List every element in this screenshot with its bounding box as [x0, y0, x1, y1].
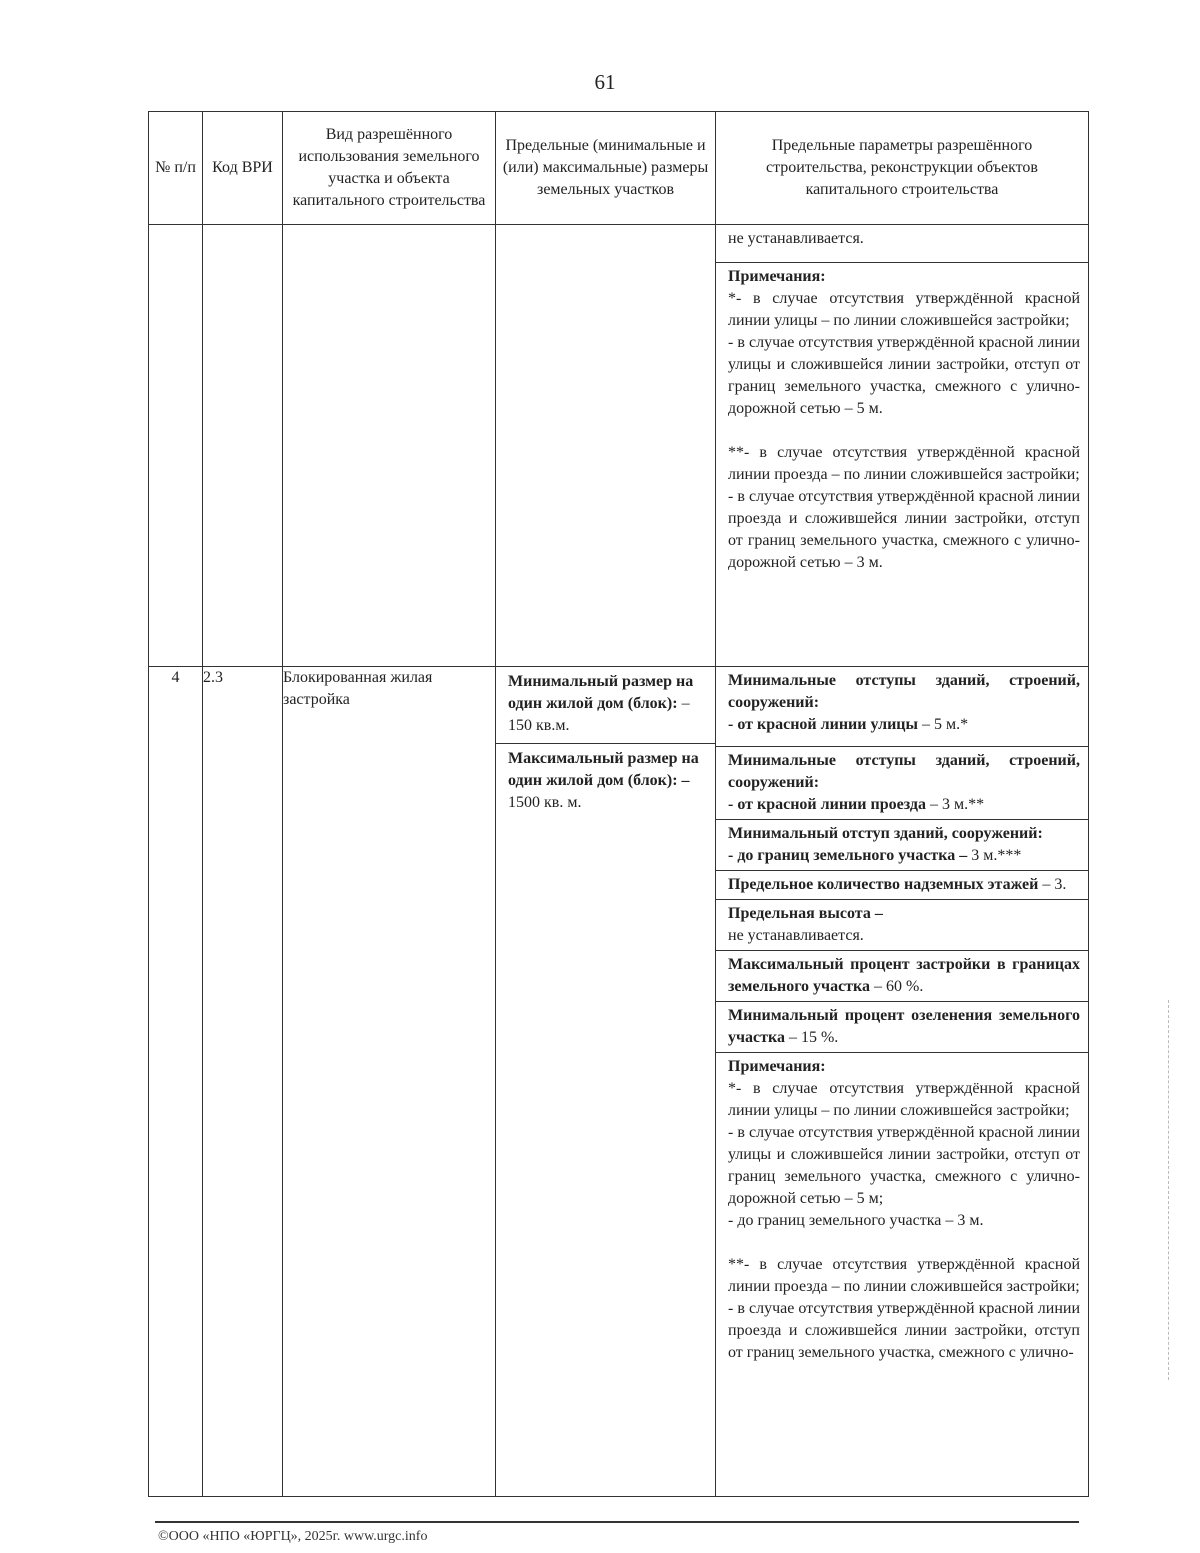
param-item: Предельная высота – не устанавливается. [716, 900, 1088, 951]
note-item: **- в случае отсутствия утверждённой красной линии проезда – по линии сложившейся застройки; [728, 1256, 1080, 1295]
param-item: Минимальный процент озеленения земельного участка – 15 %. [716, 1002, 1088, 1053]
min-size-label: Минимальный размер на один жилой дом (блок): [508, 673, 694, 712]
row-use-name: Блокированная жилая застройка [283, 667, 496, 1497]
params-list [716, 667, 1088, 1367]
note-item: *- в случае отсутствия утверждённой красной линии улицы – по линии сложившейся застройки; [728, 1080, 1080, 1119]
note-item: **- в случае отсутствия утверждённой красной линии проезда – по линии сложившейся застройки; [728, 444, 1080, 483]
row-construction-params [716, 667, 1089, 1497]
cell-empty [496, 225, 716, 667]
footer-text: ©ООО «НПО «ЮРГЦ», 2025г. www.urgc.info [158, 1529, 428, 1544]
note-item: - до границ земельного участка – 3 м. [728, 1212, 984, 1229]
scan-margin-mark [1168, 1000, 1170, 1380]
max-plot-size [496, 744, 715, 818]
max-size-label: Максимальный размер на один жилой дом (блок): – [508, 750, 699, 789]
note-item: - в случае отсутствия утверждённой красной линии проезда и сложившейся линии застройки, отступ от границ земельного участка, смежного с улично-дорожной сетью – 3 м. [728, 488, 1080, 571]
param-item: Предельное количество надземных этажей – 3. [716, 871, 1088, 900]
header-number: № п/п [149, 112, 203, 225]
min-plot-size [496, 667, 715, 744]
regulations-table [148, 111, 1089, 1497]
param-item: Минимальный отступ зданий, сооружений: - до границ земельного участка – 3 м.*** [716, 820, 1088, 871]
row-plot-sizes [496, 667, 716, 1497]
notes-title: Примечания: [728, 268, 826, 285]
height-tail: не устанавливается. [728, 230, 864, 247]
min-size-value: –150 кв.м. [508, 695, 690, 734]
cell-empty [149, 225, 203, 667]
header-construction-params: Предельные параметры разрешённого строительства, реконструкции объектов капитального строительства [716, 112, 1089, 225]
footer-rule [155, 1521, 1079, 1523]
param-item: Максимальный процент застройки в границах земельного участка – 60 %. [716, 951, 1088, 1002]
note-item: - в случае отсутствия утверждённой красной линии проезда и сложившейся линии застройки, отступ от границ земельного участка, смежного с улично- [728, 1300, 1080, 1361]
row-number: 4 [149, 667, 203, 1497]
notes-title: Примечания: [728, 1058, 826, 1075]
note-item: - в случае отсутствия утверждённой красной линии улицы и сложившейся линии застройки, отступ от границ земельного участка, смежного с улично-дорожной сетью – 5 м. [728, 334, 1080, 417]
note-item: - в случае отсутствия утверждённой красной линии улицы и сложившейся линии застройки, отступ от границ земельного участка, смежного с улично-дорожной сетью – 5 м; [728, 1124, 1080, 1207]
table-header-row [149, 112, 1089, 225]
cell-empty [283, 225, 496, 667]
cell-empty [203, 225, 283, 667]
notes-block [716, 263, 1088, 578]
table-row-4 [149, 667, 1089, 1497]
continuation-params-cell [716, 225, 1089, 667]
page-number: 61 [594, 70, 616, 94]
max-size-value: 1500 кв. м. [508, 794, 582, 811]
param-item: Минимальные отступы зданий, строений, сооружений: - от красной линии улицы – 5 м.* [728, 672, 1080, 733]
param-item: Минимальные отступы зданий, строений, сооружений: - от красной линии проезда – 3 м.** [716, 747, 1088, 820]
note-item: *- в случае отсутствия утверждённой красной линии улицы – по линии сложившейся застройки; [728, 290, 1080, 329]
header-use-type: Вид разрешённого использования земельного участка и объекта капитального строительства [283, 112, 496, 225]
header-code: Код ВРИ [203, 112, 283, 225]
row-code: 2.3 [203, 667, 283, 1497]
continuation-params [716, 225, 1088, 577]
header-plot-sizes: Предельные (минимальные и (или) максимальные) размеры земельных участков [496, 112, 716, 225]
table-row-continuation [149, 225, 1089, 667]
notes-block [716, 1053, 1088, 1368]
